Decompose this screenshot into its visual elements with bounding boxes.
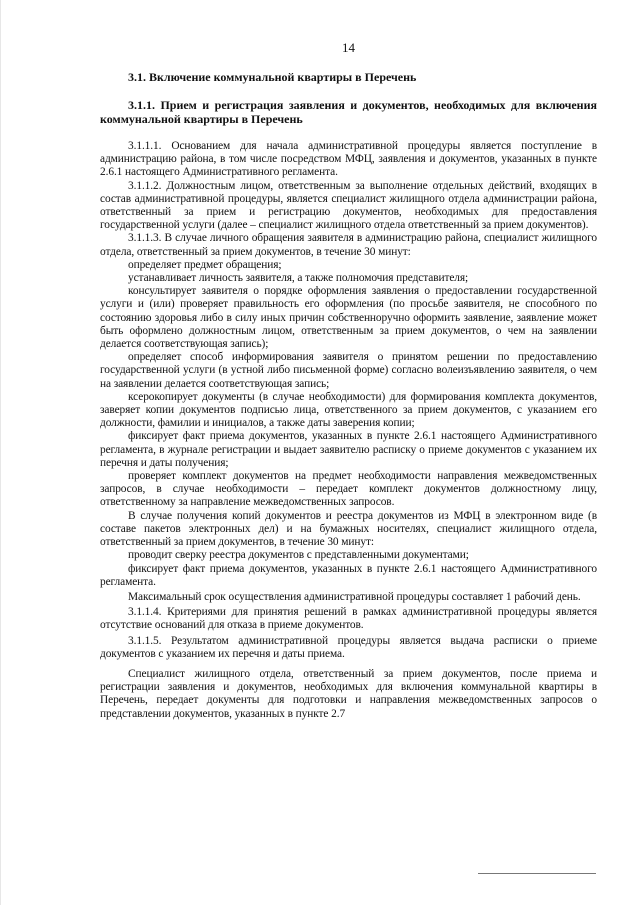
scan-edge — [0, 0, 1, 905]
section-heading: 3.1. Включение коммунальной квартиры в Перечень — [128, 70, 417, 84]
paragraph-item-inform: определяет способ информирования заявителя о принятом решении по предоставлению государственной услуги (в устной либо письменной форме) согласно волеизъявлению заявителя, о чем на заявлении делается соответствующая запись; — [100, 351, 597, 390]
paragraph-mfc: В случае получения копий документов и реестра документов из МФЦ в электронном виде (в составе пакетов электронных дел) и на бумажных носителях, специалист жилищного отдела, ответственный за прием документов, в течение 30 минут: — [100, 509, 597, 549]
paragraph-item-copies: ксерокопирует документы (в случае необходимости) для формирования комплекта документов, заверяет копии документов подписью лица, ответственного за прием документов, с указанием его должности, фамилии и инициалов, а также даты заверения копии; — [100, 390, 597, 430]
paragraph-item-subject: определяет предмет обращения; — [128, 258, 282, 271]
paragraph-3-1-1-1: 3.1.1.1. Основанием для начала административной процедуры является поступление в администрацию района, в том числе посредством МФЦ, заявления и документов, указанных в пункте 2.6.1 настоящего Административного регламента. — [100, 140, 597, 179]
footer-line — [478, 873, 596, 874]
paragraph-item-register: фиксирует факт приема документов, указанных в пункте 2.6.1 настоящего Административного регламента, в журнале регистрации и выдает заявителю расписку о приеме документов с указанием их перечня и даты получения; — [100, 430, 597, 469]
paragraph-max-term: Максимальный срок осуществления административной процедуры составляет 1 рабочий день. — [128, 590, 581, 603]
paragraph-specialist: Специалист жилищного отдела, ответственный за прием документов, после приема и регистрации заявления и документов, необходимых для включения коммунальной квартиры в Перечень, передает документы для подготовки и направления межведомственных запросов о представлении документов, указанных в пункте 2.7 — [100, 667, 597, 720]
subsection-heading: 3.1.1. Прием и регистрация заявления и документов, необходимых для включения коммунальной квартиры в Перечень — [100, 98, 597, 126]
paragraph-item-consult: консультирует заявителя о порядке оформления заявления о предоставлении государственной услуги и (или) проверяет правильность его оформления (по просьбе заявителя, не способного по состоянию здоровья либо в силу иных причин собственноручно оформить заявление, заявление может быть оформлено должностным лицом, ответственным за прием документов, о чем на заявлении делается соответствующая запись); — [100, 285, 597, 351]
document-page — [100, 40, 597, 721]
paragraph-item-identity: устанавливает личность заявителя, а также полномочия представителя; — [128, 272, 469, 285]
paragraph-3-1-1-2: 3.1.1.2. Должностным лицом, ответственным за выполнение отдельных действий, входящих в состав административной процедуры, является специалист жилищного отдела администрации района, ответственный за прием и регистрацию документов, необходимых для предоставления государственной услуги (далее – специалист жилищного отдела ответственный за прием документов). — [100, 179, 597, 232]
paragraph-3-1-1-4: 3.1.1.4. Критериями для принятия решений в рамках административной процедуры является отсутствие оснований для отказа в приеме документов. — [100, 606, 597, 632]
paragraph-3-1-1-3: 3.1.1.3. В случае личного обращения заявителя в администрацию района, специалист жилищного отдела, ответственный за прием документов, в течение 30 минут: — [100, 232, 597, 258]
page-number: 14 — [342, 40, 355, 55]
paragraph-item-fix: фиксирует факт приема документов, указанных в пункте 2.6.1 настоящего Административного регламента. — [100, 562, 597, 588]
paragraph-item-verify: проводит сверку реестра документов с представленными документами; — [128, 549, 469, 562]
paragraph-3-1-1-5: 3.1.1.5. Результатом административной процедуры является выдача расписки о приеме документов с указанием их перечня и даты приема. — [100, 634, 597, 660]
paragraph-item-check: проверяет комплект документов на предмет необходимости направления межведомственных запросов, в случае необходимости – передает комплект документов должностному лицу, ответственному за направление межведомственных запросов. — [100, 470, 597, 509]
